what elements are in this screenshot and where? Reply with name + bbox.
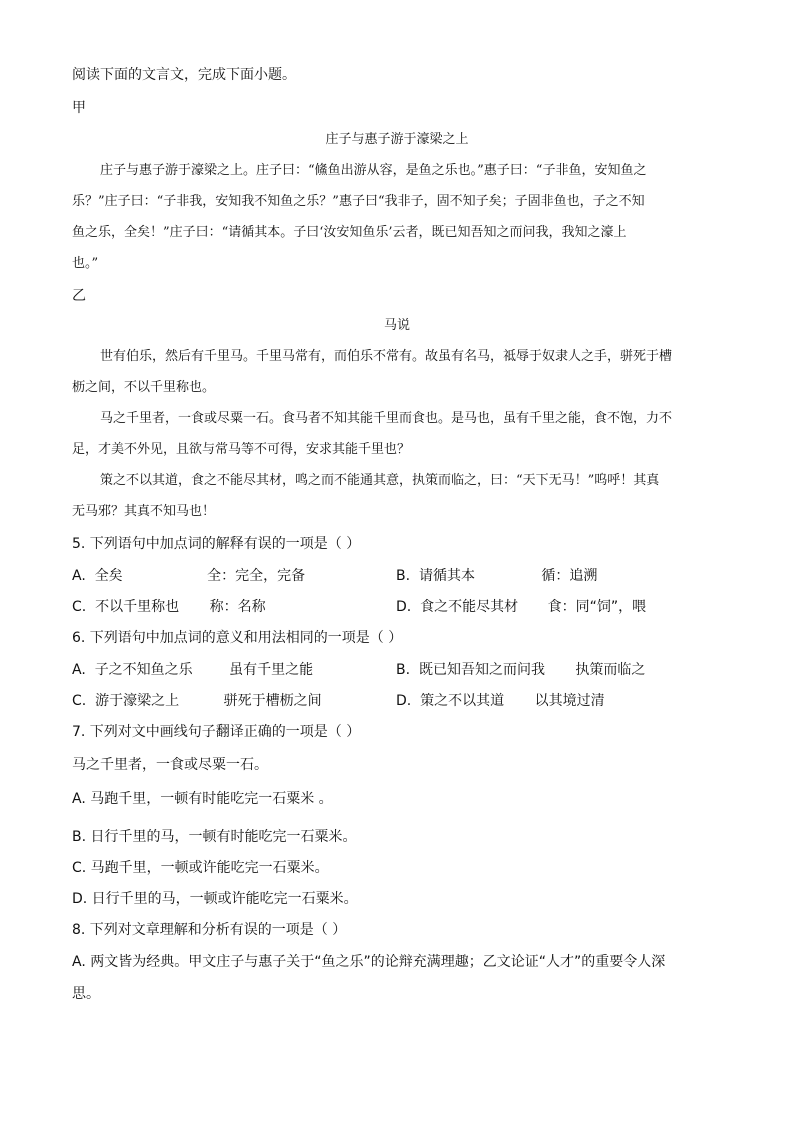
option-letter: C. — [72, 599, 87, 615]
option-letter: B. — [396, 568, 411, 584]
option-phrase: 请循其本 — [418, 568, 475, 584]
instruction: 阅读下面的文言文，完成下面小题。 — [72, 67, 296, 83]
question-7-sentence: 马之千里者，一食或尽粟一石。 — [72, 757, 268, 773]
passage-yi-title: 马说 — [383, 318, 410, 333]
option-phrase: 既已知吾知之而问我 — [418, 662, 545, 678]
option-letter: D. — [396, 599, 412, 615]
question-6-option-c[interactable] — [72, 692, 322, 710]
passage-jia-line: 庄子与惠子游于濠梁之上。庄子曰：“鯈鱼出游从容，是鱼之乐也。”惠子曰：“子非鱼，安知鱼之 — [100, 163, 647, 178]
option-pair: 以其境过清 — [534, 693, 605, 709]
passage-yi-line: 枥之间，不以千里称也。 — [72, 380, 216, 395]
option-phrase: 不以千里称也 — [95, 599, 180, 615]
question-8-stem: 8. 下列对文章理解和分析有误的一项是（ ） — [72, 922, 347, 938]
option-pair: 骈死于槽枥之间 — [223, 693, 322, 709]
option-phrase: 游于濠梁之上 — [95, 693, 180, 709]
question-7-stem: 7. 下列对文中画线句子翻译正确的一项是（ ） — [72, 724, 361, 740]
passage-jia-line: 也。” — [72, 256, 99, 271]
question-7-option-b[interactable]: B. 日行千里的马，一顿有时能吃完一石粟米。 — [72, 829, 357, 845]
option-pair: 执策而临之 — [575, 662, 646, 678]
option-letter: C. — [72, 693, 87, 709]
option-phrase: 食之不能尽其材 — [420, 599, 519, 615]
question-7-option-c[interactable]: C. 马跑千里，一顿或许能吃完一石粟米。 — [72, 860, 329, 876]
passage-jia-title: 庄子与惠子游于濠梁之上 — [325, 132, 469, 147]
option-gloss: 全：完全，完备 — [207, 568, 306, 584]
question-5-stem: 5. 下列语句中加点词的解释有误的一项是（ ） — [72, 536, 361, 552]
option-letter: A. — [72, 662, 86, 678]
passage-jia-line: 乐？”庄子曰：“子非我，安知我不知鱼之乐？”惠子曰“我非子，固不知子矣；子固非鱼也，子之不知 — [72, 194, 645, 209]
question-5-option-a[interactable] — [72, 567, 305, 585]
passage-jia-line: 鱼之乐，全矣！”庄子曰：“请循其本。子曰‘汝安知鱼乐’云者，既已知吾知之而问我，我知之濠上 — [72, 225, 627, 240]
option-phrase: 全矣 — [94, 568, 123, 584]
option-letter: A. — [72, 568, 86, 584]
question-7-option-d[interactable]: D. 日行千里的马，一顿或许能吃完一石粟米。 — [72, 891, 358, 907]
option-phrase: 策之不以其道 — [420, 693, 505, 709]
option-letter: B. — [396, 662, 411, 678]
option-phrase: 子之不知鱼之乐 — [94, 662, 193, 678]
question-8-option-a-cont: 思。 — [72, 986, 100, 1002]
option-gloss: 称：名称 — [209, 599, 266, 615]
question-6-option-b[interactable] — [396, 661, 645, 679]
option-gloss: 循：追溯 — [541, 568, 598, 584]
passage-jia-label: 甲 — [72, 100, 86, 116]
question-5-option-c[interactable] — [72, 598, 266, 616]
question-5-option-d[interactable] — [396, 598, 646, 616]
passage-yi-line: 策之不以其道，食之不能尽其材，鸣之而不能通其意，执策而临之，曰：“天下无马！”呜呼！其真 — [100, 473, 660, 488]
passage-yi-line: 世有伯乐，然后有千里马。千里马常有，而伯乐不常有。故虽有名马，祗辱于奴隶人之手，骈死于槽 — [100, 349, 673, 364]
question-8-option-a[interactable]: A. 两文皆为经典。甲文庄子与惠子关于“鱼之乐”的论辩充满理趣；乙文论证“人才”的重要令人深 — [72, 954, 666, 970]
option-gloss: 食：同“饲”，喂 — [547, 599, 647, 615]
question-7-option-a[interactable]: A. 马跑千里，一顿有时能吃完一石粟米 。 — [72, 791, 333, 807]
question-6-option-a[interactable] — [72, 661, 313, 679]
question-6-option-d[interactable] — [396, 692, 605, 710]
passage-yi-line: 足，才美不外见，且欲与常马等不可得，安求其能千里也？ — [72, 442, 411, 457]
passage-yi-line: 无马邪？其真不知马也！ — [72, 504, 216, 519]
passage-yi-label: 乙 — [72, 288, 86, 304]
passage-yi-line: 马之千里者，一食或尽粟一石。食马者不知其能千里而食也。是马也，虽有千里之能，食不饱，力不 — [100, 411, 673, 426]
question-5-option-b[interactable] — [396, 567, 597, 585]
option-pair: 虽有千里之能 — [229, 662, 314, 678]
question-6-stem: 6. 下列语句中加点词的意义和用法相同的一项是（ ） — [72, 630, 403, 646]
option-letter: D. — [396, 693, 412, 709]
